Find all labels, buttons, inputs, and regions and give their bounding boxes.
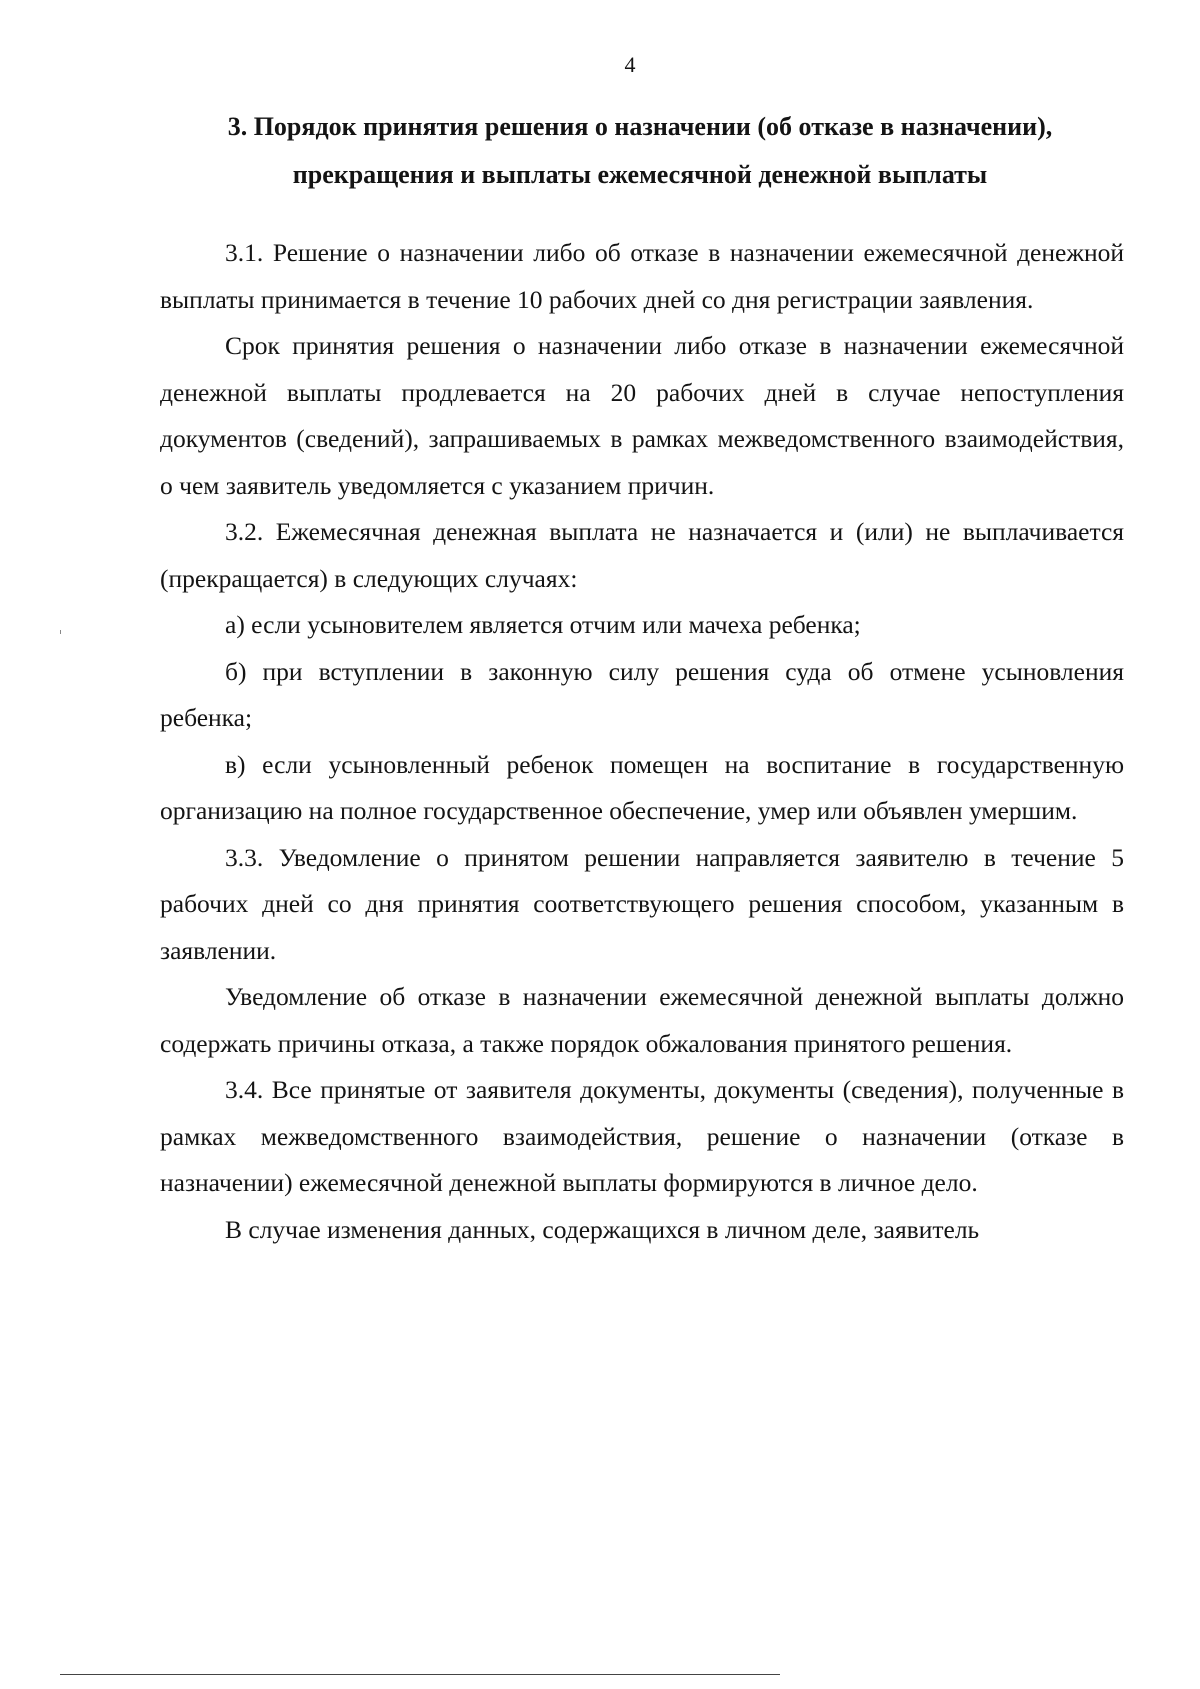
paragraph-3-3-refusal-notice: Уведомление об отказе в назначении ежемесячной денежной выплаты должно содержать причины отказа, а также порядок обжалования принятого решения. — [160, 982, 1124, 1058]
paragraph-3-4: 3.4. Все принятые от заявителя документы, документы (сведения), полученные в рамках межведомственного взаимодействия, решение о назначении (отказе в назначении) ежемесячной денежной выплаты формируются в личное дело. — [160, 1075, 1124, 1197]
footer-rule — [60, 1674, 780, 1675]
page-number: 4 — [624, 52, 636, 77]
paragraph-3-3: 3.3. Уведомление о принятом решении направляется заявителю в течение 5 рабочих дней со дня принятия соответствующего решения способом, указанным в заявлении. — [160, 842, 1124, 965]
list-item-a: а) если усыновителем является отчим или мачеха ребенка; — [225, 610, 861, 639]
body-text — [160, 230, 1124, 1253]
paragraph-3-2: 3.2. Ежемесячная денежная выплата не назначается и (или) не выплачивается (прекращается) в следующих случаях: — [160, 517, 1124, 593]
paragraph-3-1: 3.1. Решение о назначении либо об отказе в назначении ежемесячной денежной выплаты принимается в течение 10 рабочих дней со дня регистрации заявления. — [160, 238, 1124, 314]
section-heading — [150, 103, 1130, 199]
list-item-b: б) при вступлении в законную силу решения суда об отмене усыновления ребенка; — [160, 656, 1124, 732]
section-heading-line-2: прекращения и выплаты ежемесячной денежной выплаты — [292, 160, 988, 189]
section-heading-line-1: 3. Порядок принятия решения о назначении (об отказе в назначении), — [227, 112, 1053, 141]
scan-mark — [60, 630, 61, 634]
paragraph-3-1-deadline-extension: Срок принятия решения о назначении либо отказе в назначении ежемесячной денежной выплаты продлевается на 20 рабочих дней в случае непоступления документов (сведений), запрашиваемых в рамках межведомственного взаимодействия, о чем заявитель уведомляется с указанием причин. — [160, 331, 1124, 500]
list-item-c: в) если усыновленный ребенок помещен на воспитание в государственную организацию на полное государственное обеспечение, умер или объявлен умершим. — [160, 749, 1124, 825]
paragraph-3-4-data-change: В случае изменения данных, содержащихся в личном деле, заявитель — [225, 1214, 980, 1244]
